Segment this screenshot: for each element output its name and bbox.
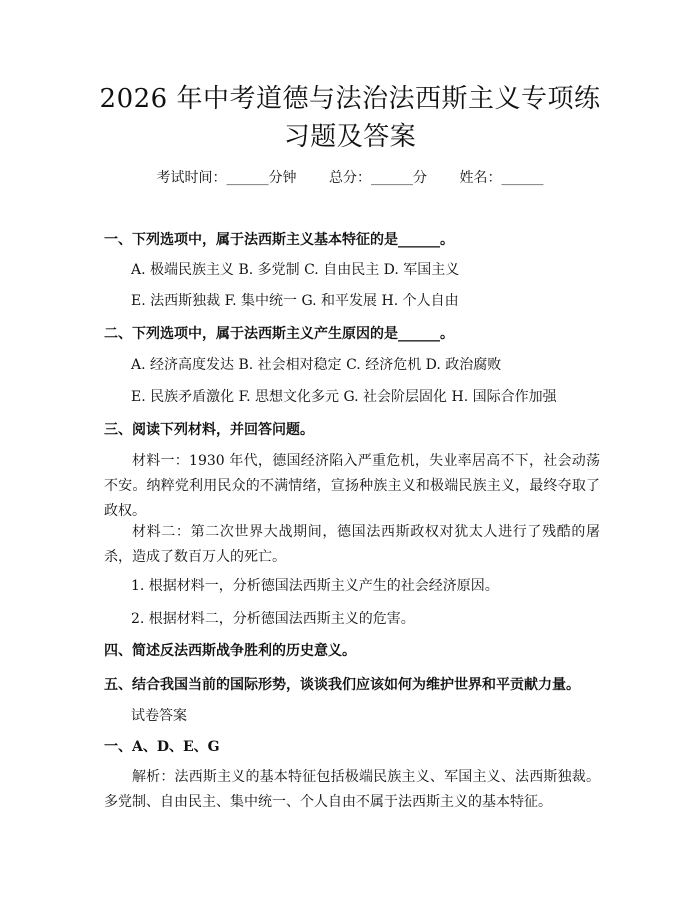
question-3-stem: 三、阅读下列材料，并回答问题。 [104, 422, 314, 438]
question-4-stem: 四、简述反法西斯战争胜利的历史意义。 [104, 643, 356, 659]
question-1-options-row-2: E. 法西斯独裁 F. 集中统一 G. 和平发展 H. 个人自由 [131, 293, 459, 309]
question-3-sub-2: 2. 根据材料二，分析德国法西斯主义的危害。 [131, 611, 415, 627]
question-3-material-1: 材料一：1930 年代，德国经济陷入严重危机，失业率居高不下，社会动荡不安。纳粹党利用民众的不满情绪，宣扬种族主义和极端民族主义，最终夺取了政权。 [104, 453, 600, 519]
question-2-options-row-1: A. 经济高度发达 B. 社会相对稳定 C. 经济危机 D. 政治腐败 [131, 357, 502, 373]
page-title: 2026 年中考道德与法治法西斯主义专项练习题及答案 [99, 84, 601, 152]
exam-meta [0, 168, 700, 188]
exam-name: 姓名：______ [459, 170, 544, 186]
answers-heading: 试卷答案 [131, 708, 187, 724]
question-2-options-row-2: E. 民族矛盾激化 F. 思想文化多元 G. 社会阶层固化 H. 国际合作加强 [131, 389, 557, 405]
answer-1: 一、A、D、E、G [104, 739, 220, 755]
question-3-material-2: 材料二：第二次世界大战期间，德国法西斯政权对犹太人进行了残酷的屠杀，造成了数百万人的死亡。 [104, 524, 600, 565]
exam-time: 考试时间：______分钟 [156, 170, 297, 186]
question-2-stem: 二、下列选项中，属于法西斯主义产生原因的是______。 [104, 326, 454, 342]
question-3-sub-1: 1. 根据材料一，分析德国法西斯主义产生的社会经济原因。 [131, 578, 499, 594]
question-5-stem: 五、结合我国当前的国际形势，谈谈我们应该如何为维护世界和平贡献力量。 [104, 677, 580, 693]
exam-score: 总分：______分 [329, 170, 427, 186]
answer-1-analysis: 解析：法西斯主义的基本特征包括极端民族主义、军国主义、法西斯独裁。多党制、自由民主、集中统一、个人自由不属于法西斯主义的基本特征。 [104, 769, 600, 810]
question-1-stem: 一、下列选项中，属于法西斯主义基本特征的是______。 [104, 232, 454, 248]
question-1-options-row-1: A. 极端民族主义 B. 多党制 C. 自由民主 D. 军国主义 [131, 262, 460, 278]
